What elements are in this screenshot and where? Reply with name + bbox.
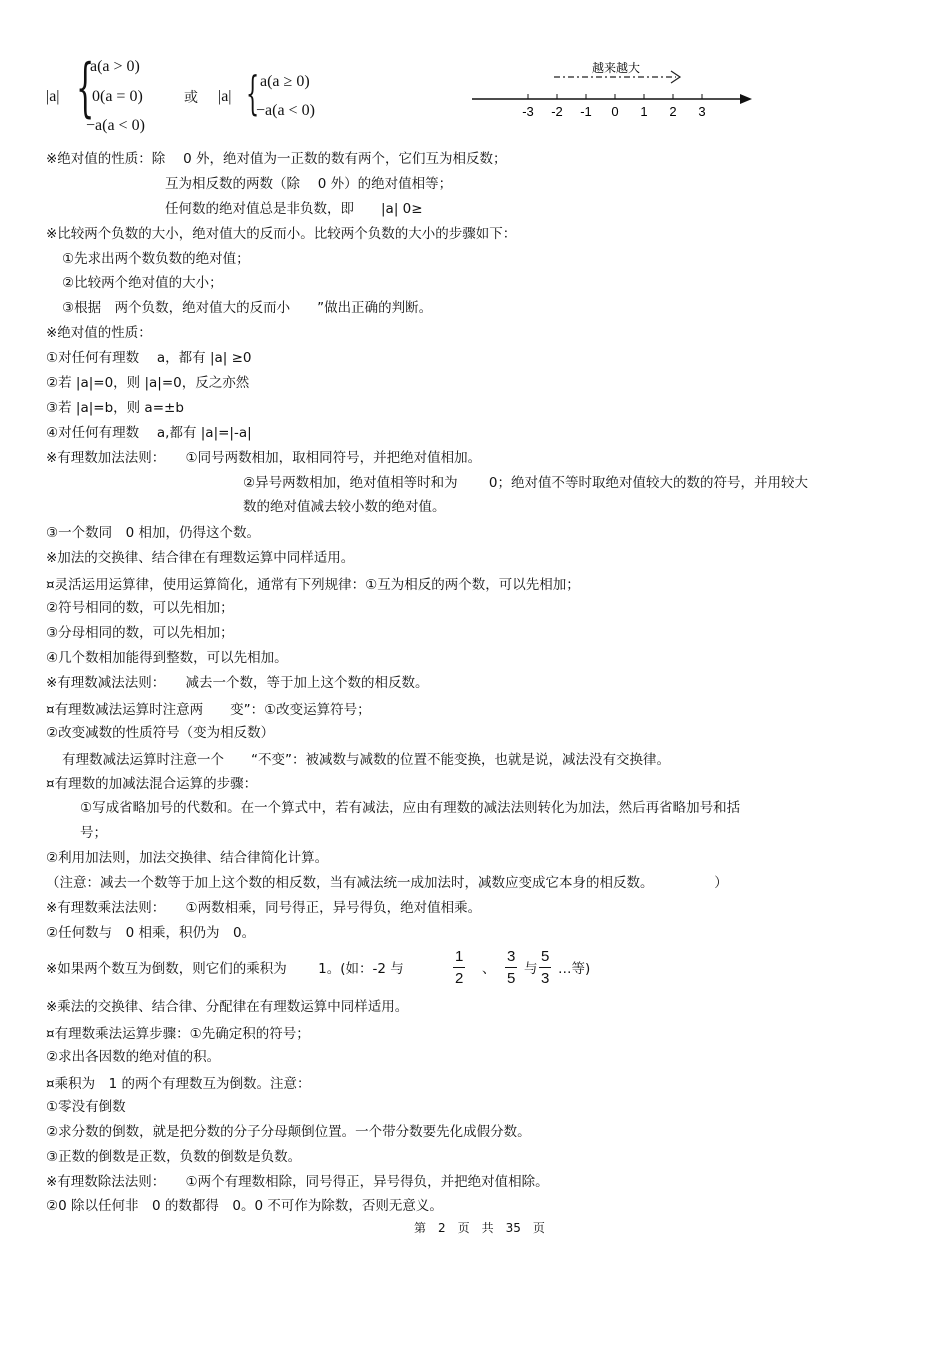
abs-property-line-3: 任何数的绝对值总是非负数，即 |a| 0≥ bbox=[165, 201, 423, 217]
addition-rule-2: ②异号两数相加，绝对值相等时和为 0；绝对值不等时取绝对值较大的数的符号，并用较大 bbox=[243, 475, 808, 491]
abs-value-label-2: |a| bbox=[218, 88, 232, 105]
increasing-label: 越来越大 bbox=[591, 61, 641, 75]
addition-rule-3: ③一个数同 0 相加，仍得这个数。 bbox=[46, 525, 260, 541]
reciprocal-line-a: ※如果两个数互为倒数，则它们的乘积为 1。(如：-2 与 bbox=[46, 961, 404, 977]
abs-properties-heading: ※绝对值的性质： bbox=[46, 325, 152, 341]
multiplication-laws: ※乘法的交换律、结合律、分配律在有理数运算中同样适用。 bbox=[46, 999, 409, 1015]
fraction-numerator: 1 bbox=[453, 947, 465, 968]
or-label: 或 bbox=[184, 90, 198, 106]
reciprocal-separator: 、 bbox=[482, 961, 496, 977]
subtraction-change-2: ②改变减数的性质符号（变为相反数） bbox=[46, 725, 275, 741]
compare-step-3: ③根据 两个负数，绝对值大的反而小 ”做出正确的判断。 bbox=[62, 300, 433, 316]
left-brace-1: { bbox=[76, 51, 95, 125]
axis-arrowhead bbox=[740, 94, 752, 104]
mixed-ops-step-1: ①写成省略加号的代数和。在一个算式中，若有减法，应由有理数的减法法则转化为加法，然后再省略加号和括 bbox=[80, 800, 741, 816]
tick-label: 2 bbox=[669, 104, 677, 119]
fraction-denominator: 5 bbox=[507, 970, 516, 987]
reciprocal-and: 与 bbox=[524, 961, 538, 977]
division-rule-2: ②0 除以任何非 0 的数都得 0。0 不可作为除数，否则无意义。 bbox=[46, 1198, 443, 1214]
addition-rule-2-cont: 数的绝对值减去较小数的绝对值。 bbox=[243, 499, 446, 515]
addition-laws: ※加法的交换律、结合律在有理数运算中同样适用。 bbox=[46, 550, 355, 566]
simplify-rule-4: ④几个数相加能得到整数，可以先相加。 bbox=[46, 650, 288, 666]
fraction-numerator: 5 bbox=[539, 947, 551, 968]
tick-label: -1 bbox=[580, 104, 592, 119]
abs-property-line-2: 互为相反数的两数（除 0 外）的绝对值相等； bbox=[165, 176, 453, 192]
mixed-ops-note: （注意：减去一个数等于加上这个数的相反数，当有减法统一成加法时，减数应变成它本身的相反数。 ） bbox=[46, 875, 728, 891]
case-negative: −a(a < 0) bbox=[86, 117, 145, 134]
simplify-rule-2: ②符号相同的数，可以先相加； bbox=[46, 600, 234, 616]
abs-property-4: ④对任何有理数 a,都有 |a|=|-a| bbox=[46, 425, 252, 441]
multiplication-step-2: ②求出各因数的绝对值的积。 bbox=[46, 1049, 221, 1065]
case2-nonnegative: a(a ≥ 0) bbox=[260, 73, 310, 90]
case-positive: a(a > 0) bbox=[90, 58, 140, 75]
reciprocal-etc: …等) bbox=[558, 961, 591, 977]
tick-label: -2 bbox=[551, 104, 563, 119]
fraction-numerator: 3 bbox=[505, 947, 517, 968]
simplify-rule-3: ③分母相同的数，可以先相加； bbox=[46, 625, 234, 641]
left-brace-2: { bbox=[246, 66, 260, 120]
fraction-denominator: 3 bbox=[541, 970, 550, 987]
abs-property-1: ①对任何有理数 a，都有 |a| ≥0 bbox=[46, 350, 252, 366]
compare-step-2: ②比较两个绝对值的大小； bbox=[62, 275, 223, 291]
reciprocal-note-1: ①零没有倒数 bbox=[46, 1099, 126, 1115]
multiplication-steps: ¤有理数乘法运算步骤：①先确定积的符号； bbox=[46, 1026, 310, 1042]
compare-negatives-heading: ※比较两个负数的大小，绝对值大的反而小。比较两个负数的大小的步骤如下： bbox=[46, 226, 517, 242]
fraction-three-fifths bbox=[505, 947, 517, 990]
simplify-rules: ¤灵活运用运算律，使用运算简化，通常有下列规律：①互为相反的两个数，可以先相加； bbox=[46, 577, 580, 593]
tick-label: 0 bbox=[611, 104, 619, 119]
compare-step-1: ①先求出两个数负数的绝对值； bbox=[62, 251, 250, 267]
addition-rule-1: ※有理数加法法则： ①同号两数相加，取相同符号，并把绝对值相加。 bbox=[46, 450, 482, 466]
reciprocal-note-3: ③正数的倒数是正数，负数的倒数是负数。 bbox=[46, 1149, 302, 1165]
tick-label: -3 bbox=[522, 104, 534, 119]
case2-negative: −a(a < 0) bbox=[256, 102, 315, 119]
subtraction-rule: ※有理数减法法则： 减去一个数，等于加上这个数的相反数。 bbox=[46, 675, 429, 691]
mixed-ops-heading: ¤有理数的加减法混合运算的步骤： bbox=[46, 776, 258, 792]
reciprocal-heading: ¤乘积为 1 的两个有理数互为倒数。注意： bbox=[46, 1076, 311, 1092]
tick-label: 1 bbox=[640, 104, 648, 119]
subtraction-two-changes: ¤有理数减法运算时注意两 变”：①改变运算符号； bbox=[46, 702, 371, 718]
page-footer: 第 2 页 共 35 页 bbox=[414, 1221, 545, 1235]
tick-label: 3 bbox=[698, 104, 706, 119]
subtraction-no-change: 有理数减法运算时注意一个 “不变”：被减数与减数的位置不能变换，也就是说，减法没有交换律。 bbox=[62, 752, 670, 768]
multiplication-rule-2: ②任何数与 0 相乘，积仍为 0。 bbox=[46, 925, 256, 941]
multiplication-rule-1: ※有理数乘法法则： ①两数相乘，同号得正，异号得负，绝对值相乘。 bbox=[46, 900, 482, 916]
fraction-denominator: 2 bbox=[455, 970, 464, 987]
fraction-one-half bbox=[453, 947, 465, 990]
mixed-ops-step-1-cont: 号； bbox=[80, 825, 107, 841]
fraction-five-thirds bbox=[539, 947, 551, 990]
abs-value-label-1: |a| bbox=[46, 88, 60, 105]
reciprocal-note-2: ②求分数的倒数，就是把分数的分子分母颠倒位置。一个带分数要先化成假分数。 bbox=[46, 1124, 531, 1140]
number-line bbox=[468, 56, 758, 126]
abs-property-3: ③若 |a|=b，则 a=±b bbox=[46, 400, 184, 416]
mixed-ops-step-2: ②利用加法则，加法交换律、结合律简化计算。 bbox=[46, 850, 329, 866]
division-rule-1: ※有理数除法法则： ①两个有理数相除，同号得正，异号得负，并把绝对值相除。 bbox=[46, 1174, 549, 1190]
abs-property-2: ②若 |a|=0，则 |a|=0，反之亦然 bbox=[46, 375, 250, 391]
case-zero: 0(a = 0) bbox=[92, 88, 143, 105]
abs-property-line-1: ※绝对值的性质：除 0 外，绝对值为一正数的数有两个，它们互为相反数； bbox=[46, 151, 507, 167]
